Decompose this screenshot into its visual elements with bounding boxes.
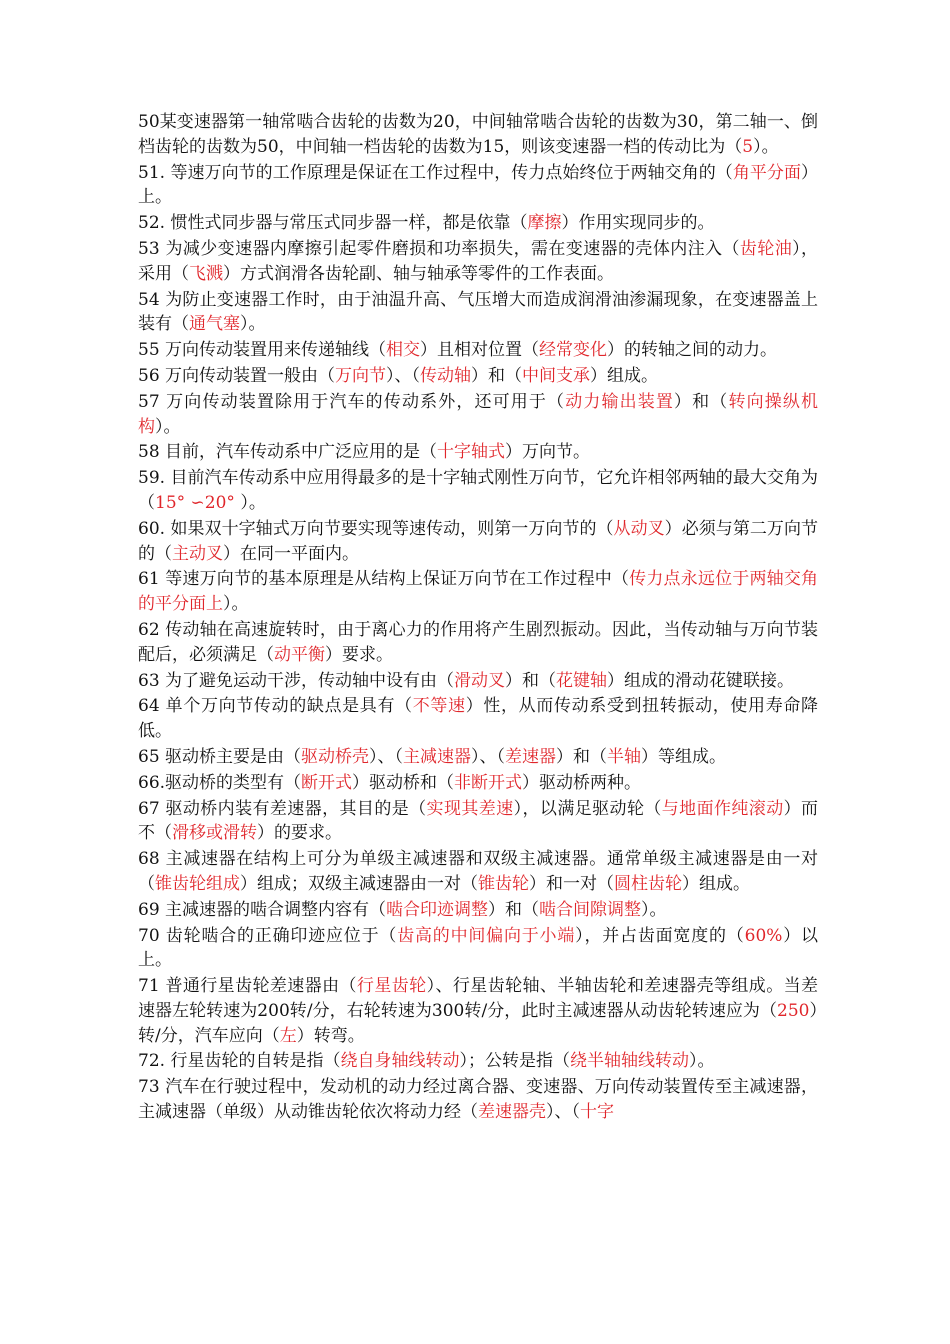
answer-text: 主动叉 [172, 543, 223, 564]
question-q67 [138, 797, 818, 847]
question-q71 [138, 974, 818, 1048]
question-text: ）；公转是指（ [459, 1051, 570, 1072]
question-q51 [138, 161, 818, 211]
question-text: ）和（ [674, 391, 729, 412]
question-text: 71 普通行星齿轮差速器由（ [138, 976, 357, 997]
question-text: 63 为了避免运动干涉，传动轴中设有由（ [138, 670, 455, 691]
question-text: ）、行星齿轮轴、半轴齿轮和差速器壳等组成。当差速器左轮转速为200转/分，右轮转速为300转/分，此时主减速器从动齿轮转速应为（ [138, 976, 819, 1021]
question-text: 65 驱动桥主要是由（ [138, 746, 302, 767]
answer-text: 啮合间隙调整 [539, 899, 642, 920]
question-q70 [138, 924, 818, 974]
question-text: ）作用实现同步的。 [561, 213, 715, 234]
question-text: 64 单个万向节传动的缺点是具有（ [138, 696, 413, 717]
answer-text: 滑移或滑转 [172, 823, 257, 844]
question-q73 [138, 1075, 818, 1125]
question-text: ）。 [688, 1051, 715, 1072]
question-text: 58 目前，汽车传动系中广泛应用的是（ [138, 442, 438, 463]
question-q59 [138, 466, 818, 516]
question-text: 73 汽车在行驶过程中，发动机的动力经过离合器、变速器、万向传动装置传至主减速器，主减速器（单级）从动锥齿轮依次将动力经（ [138, 1077, 818, 1123]
question-q63 [138, 669, 818, 694]
question-text: ）以上。 [138, 925, 819, 971]
question-q54 [138, 288, 818, 338]
question-q64 [138, 694, 818, 744]
question-text: 56 万向传动装置一般由（ [138, 365, 336, 386]
question-text: ）等组成。 [641, 746, 727, 767]
answer-text: 锥齿轮组成 [155, 873, 240, 894]
answer-text: 断开式 [301, 772, 353, 793]
answer-text: 从动叉 [613, 518, 665, 539]
question-text: ）组成的滑动花键联接。 [607, 670, 795, 691]
question-text: ）。 [240, 492, 266, 513]
question-text: ）组成。 [682, 873, 750, 894]
answer-text: 圆柱齿轮 [614, 873, 682, 894]
question-text: ）、（ [369, 746, 404, 767]
question-text: 67 驱动桥内装有差速器，其目的是（ [138, 798, 427, 819]
question-text: 59. 目前汽车传动系中应用得最多的是十字轴式刚性万向节，它允许相邻两轴的最大交角为（ [138, 468, 818, 513]
answer-text: 相交 [386, 340, 421, 361]
question-text: 62 传动轴在高速旋转时，由于离心力的作用将产生剧烈振动。因此，当传动轴与万向节装配后，必须满足（ [138, 619, 818, 665]
question-text: ）驱动桥和（ [352, 772, 455, 793]
question-text: 70 齿轮啮合的正确印迹应位于（ [138, 925, 398, 946]
question-text: ）且相对位置（ [420, 340, 540, 361]
answer-text: 绕自身轴线转动 [340, 1051, 460, 1072]
question-q55 [138, 338, 818, 363]
question-text: ）必须与第二万向节的（ [138, 518, 818, 564]
question-q66 [138, 771, 818, 796]
question-q62 [138, 618, 818, 668]
answer-text: 十字 [580, 1102, 614, 1123]
question-text: ），采用（ [138, 238, 819, 284]
question-text: ）和（ [471, 365, 523, 386]
question-text: ）转/分，汽车应向（ [138, 1000, 818, 1046]
question-text: ）万向节。 [505, 442, 591, 463]
question-text: 50某变速器第一轴常啮合齿轮的齿数为20，中间轴常啮合齿轮的齿数为30，第二轴一、倒档齿轮的齿数为50，中间轴一档齿轮的齿数为15，则该变速器一档的传动比为（ [138, 112, 818, 157]
question-q60 [138, 517, 818, 567]
question-text: ），以满足驱动轮（ [513, 798, 662, 819]
question-text: ）和一对（ [529, 873, 614, 894]
answer-text: 主减速器 [403, 746, 472, 767]
answer-text: 差速器壳 [478, 1102, 546, 1123]
question-q68 [138, 847, 818, 897]
answer-text: 十字轴式 [437, 442, 506, 463]
question-text: ）、（ [471, 746, 506, 767]
question-text: 53 为减少变速器内摩擦引起零件磨损和功率损失，需在变速器的壳体内注入（ [138, 238, 740, 259]
answer-text: 5 [742, 136, 754, 157]
question-text: 51. 等速万向节的工作原理是保证在工作过程中，传力点始终位于两轴交角的（ [138, 162, 733, 183]
answer-text: 角平分面 [732, 162, 801, 183]
document-page [138, 110, 818, 1125]
question-text: 66.驱动桥的类型有（ [138, 772, 302, 793]
question-text: ）转弯。 [296, 1025, 365, 1046]
answer-text: 绕半轴轴线转动 [569, 1051, 689, 1072]
question-q69 [138, 898, 818, 923]
question-text: ）的转轴之间的动力。 [607, 340, 778, 361]
question-q50 [138, 110, 818, 160]
answer-text: 摩擦 [527, 213, 562, 234]
answer-text: 动力输出装置 [565, 391, 675, 412]
answer-text: 齿轮油 [739, 238, 793, 259]
question-q58 [138, 440, 818, 465]
question-text: 57 万向传动装置除用于汽车的传动系外，还可用于（ [138, 391, 566, 412]
answer-text: 转向操纵机构 [138, 391, 819, 437]
question-text: ）驱动桥两种。 [522, 772, 642, 793]
answer-text: 不等速 [412, 696, 466, 717]
question-text: ）组成；双级主减速器由一对（ [240, 873, 478, 894]
question-text: ）性，从而传动系受到扭转振动，使用寿命降低。 [138, 696, 819, 742]
answer-text: 传动轴 [420, 365, 472, 386]
question-text: ）组成。 [590, 365, 659, 386]
answer-text: 60% [744, 925, 783, 946]
question-text: 54 为防止变速器工作时，由于油温升高、气压增大而造成润滑油渗漏现象，在变速器盖上装有（ [138, 289, 818, 335]
question-text: 61 等速万向节的基本原理是从结构上保证万向节在工作过程中（ [138, 569, 630, 590]
question-text: ）的要求。 [257, 823, 342, 844]
question-text: ）。 [155, 416, 181, 437]
answer-text: 非断开式 [454, 772, 523, 793]
question-text: ）。 [223, 594, 249, 615]
question-text: ）上。 [138, 162, 818, 208]
question-text: ）。 [753, 136, 779, 157]
answer-text: 左 [279, 1025, 297, 1046]
answer-text: 花键轴 [556, 670, 608, 691]
question-q53 [138, 237, 818, 287]
question-text: ）方式润滑各齿轮副、轴与轴承等零件的工作表面。 [223, 263, 614, 284]
question-text: ）在同一平面内。 [223, 543, 359, 564]
answer-text: 250 [777, 1000, 810, 1021]
answer-text: 差速器 [505, 746, 557, 767]
answer-text: 万向节 [335, 365, 387, 386]
question-text: ）和（ [488, 899, 540, 920]
question-text: 55 万向传动装置用来传递轴线（ [138, 340, 387, 361]
answer-text: 驱动桥壳 [301, 746, 370, 767]
question-q61 [138, 567, 818, 617]
question-text: ）、（ [546, 1102, 580, 1123]
answer-text: 飞溅 [189, 263, 223, 284]
answer-text: 啮合印迹调整 [386, 899, 489, 920]
question-text: ）。 [240, 314, 266, 335]
question-q57 [138, 390, 818, 440]
answer-text: 齿高的中间偏向于小端 [397, 925, 576, 946]
answer-text: 中间支承 [522, 365, 591, 386]
question-text: ）要求。 [325, 644, 393, 665]
question-q65 [138, 745, 818, 770]
question-text: ）和（ [505, 670, 557, 691]
answer-text: 经常变化 [539, 340, 608, 361]
answer-text: 滑动叉 [454, 670, 506, 691]
question-q52 [138, 211, 818, 236]
question-text: ）。 [641, 899, 667, 920]
question-text: ），并占齿面宽度的（ [575, 925, 745, 946]
answer-text: 实现其差速 [426, 798, 514, 819]
question-text: ）和（ [556, 746, 608, 767]
question-text: 69 主减速器的啮合调整内容有（ [138, 899, 387, 920]
answer-text: 15° ∽20° [155, 492, 241, 513]
answer-text: 行星齿轮 [356, 976, 427, 997]
answer-text: 与地面作纯滚动 [661, 798, 784, 819]
answer-text: 动平衡 [274, 644, 325, 665]
question-text: ）、（ [386, 365, 421, 386]
question-q72 [138, 1049, 818, 1074]
question-q56 [138, 364, 818, 389]
answer-text: 半轴 [607, 746, 642, 767]
question-text: 60. 如果双十字轴式万向节要实现等速传动，则第一万向节的（ [138, 518, 614, 539]
question-text: ）而不（ [138, 798, 819, 844]
question-text: 68 主减速器在结构上可分为单级主减速器和双级主减速器。通常单级主减速器是由一对（ [138, 849, 818, 894]
answer-text: 通气塞 [189, 314, 240, 335]
answer-text: 传力点永远位于两轴交角的平分面上 [138, 569, 819, 615]
answer-text: 锥齿轮 [478, 873, 529, 894]
question-text: 72. 行星齿轮的自转是指（ [138, 1051, 341, 1072]
question-text: 52. 惯性式同步器与常压式同步器一样，都是依靠（ [138, 213, 528, 234]
